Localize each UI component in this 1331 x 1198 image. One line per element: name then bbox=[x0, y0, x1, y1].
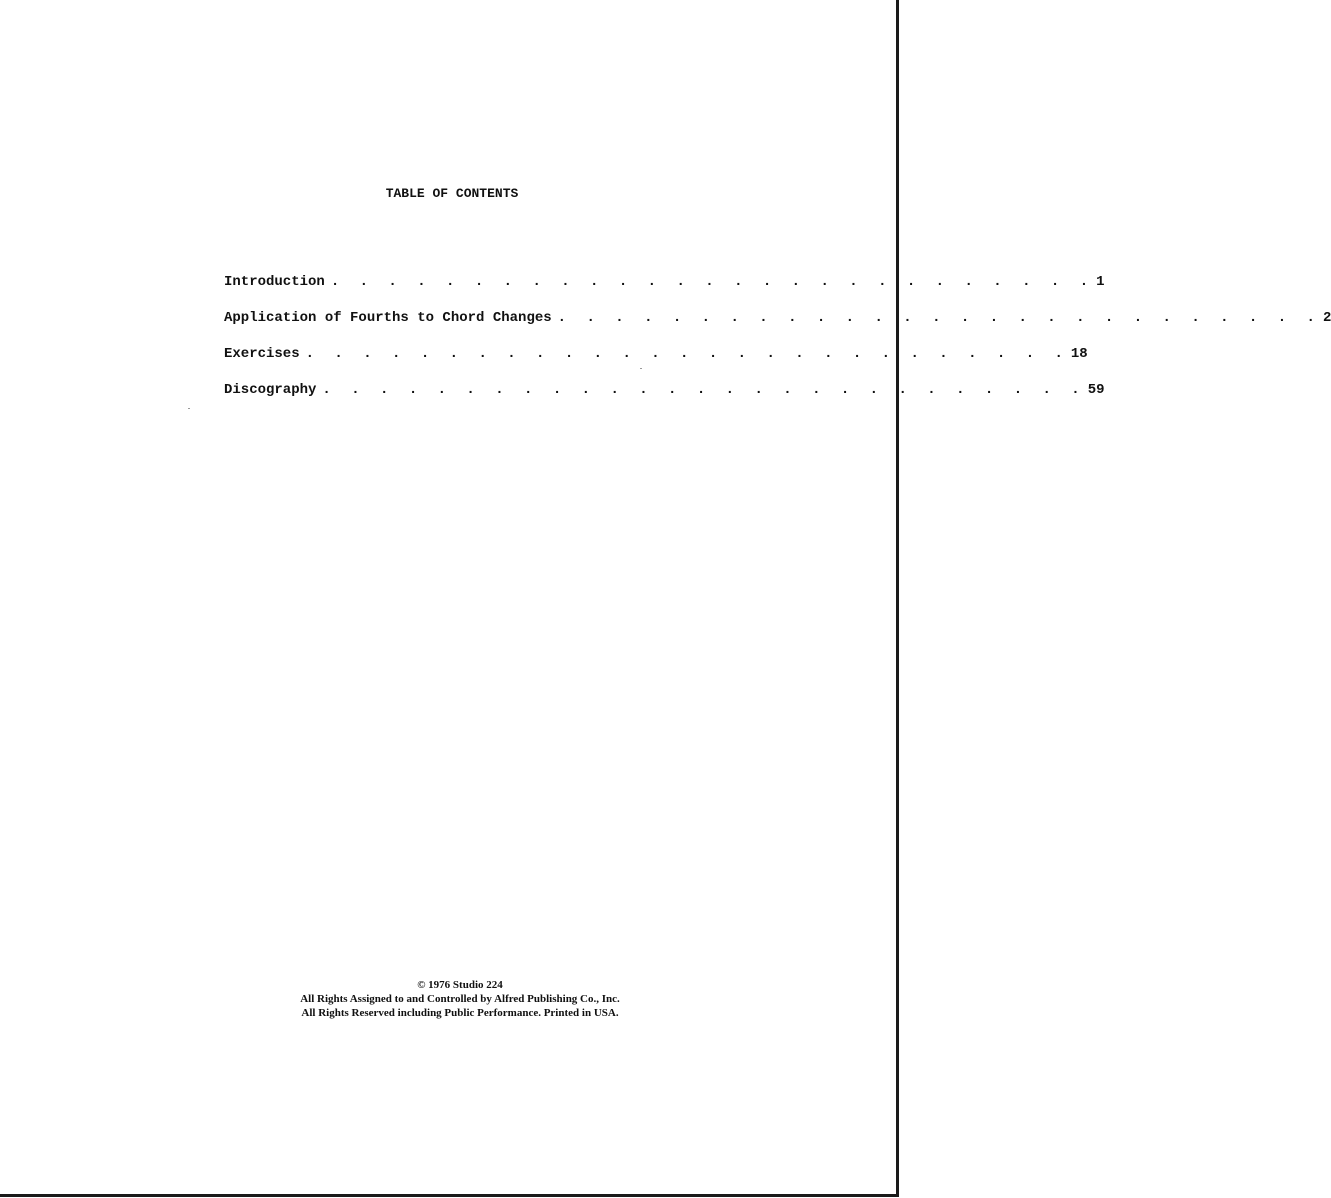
dot-leader: . . . . . . . . . . . . . . . . . . . . . . . . . . . bbox=[330, 274, 1095, 290]
copyright-line: All Rights Reserved including Public Performance. Printed in USA. bbox=[301, 1007, 619, 1019]
page-title: TABLE OF CONTENTS bbox=[385, 186, 519, 201]
toc-entry bbox=[224, 308, 1331, 344]
toc-entry-label: Application of Fourths to Chord Changes bbox=[224, 308, 558, 328]
toc-entry-label: Introduction bbox=[224, 272, 331, 292]
copyright-line: © 1976 Studio 224 bbox=[417, 979, 503, 991]
scan-speck bbox=[188, 408, 190, 409]
dot-leader: . . . . . . . . . . . . . . . . . . . . . . . . . . . bbox=[557, 310, 1321, 326]
toc-entry-label: Discography bbox=[224, 380, 322, 400]
dot-leader: . . . . . . . . . . . . . . . . . . . . . . . . . . . bbox=[305, 346, 1069, 362]
toc-list bbox=[224, 272, 1331, 416]
dot-leader: . . . . . . . . . . . . . . . . . . . . . . . . . . . bbox=[322, 382, 1086, 398]
toc-entry-page: 59 bbox=[1087, 382, 1105, 398]
toc-entry bbox=[224, 344, 1088, 380]
copyright-line: All Rights Assigned to and Controlled by Alfred Publishing Co., Inc. bbox=[300, 993, 620, 1005]
toc-entry-label: Exercises bbox=[224, 344, 306, 364]
toc-entry bbox=[224, 380, 1105, 416]
toc-entry-page: 18 bbox=[1070, 346, 1088, 362]
copyright-notice bbox=[0, 978, 920, 1020]
toc-entry-page: 2 bbox=[1322, 310, 1331, 326]
scan-speck bbox=[640, 368, 642, 369]
toc-entry-page: 1 bbox=[1096, 274, 1105, 290]
toc-entry bbox=[224, 272, 1105, 308]
